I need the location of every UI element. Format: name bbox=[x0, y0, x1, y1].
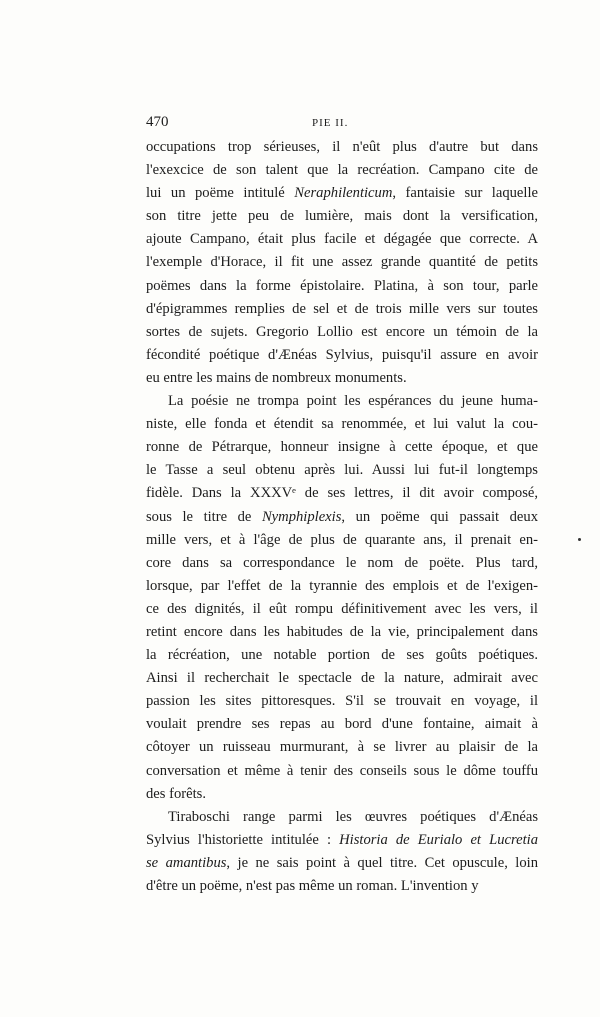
text-line: lui un poëme intitulé Neraphilenticum, fantaisie sur laquelle bbox=[146, 185, 538, 202]
text-line: La poésie ne trompa point les espérances du jeune huma- bbox=[168, 393, 538, 410]
paragraph bbox=[146, 806, 538, 898]
text-line: d'être un poëme, n'est pas même un roman. L'invention y bbox=[146, 878, 479, 894]
text-line: poëmes dans la forme épistolaire. Platina, à son tour, parle bbox=[146, 277, 538, 294]
text-line: fidèle. Dans la XXXVᵉ de ses lettres, il dit avoir composé, bbox=[146, 485, 538, 502]
text-line: fécondité poétique d'Ænéas Sylvius, puisqu'il assure en avoir bbox=[146, 346, 538, 363]
text-line: Sylvius l'historiette intitulée : Historia de Eurialo et Lucretia bbox=[146, 831, 538, 848]
text-line: eu entre les mains de nombreux monuments. bbox=[146, 369, 407, 386]
body-text bbox=[146, 136, 538, 898]
text-line: sous le titre de Nymphiplexis, un poëme qui passait deux bbox=[146, 508, 538, 525]
text-line: voulait prendre ses repas au bord d'une fontaine, aimait à bbox=[146, 716, 538, 733]
text-line: ronne de Pétrarque, honneur insigne à cette époque, et que bbox=[146, 439, 538, 456]
text-line: ce des dignités, il eût rompu définitivement avec les vers, il bbox=[146, 600, 538, 617]
text-line: côtoyer un ruisseau murmurant, à se livrer au plaisir de la bbox=[146, 739, 538, 756]
text-line: son titre jette peu de lumière, mais dont la versification, bbox=[146, 208, 538, 225]
text-line: la récréation, une notable portion de ses goûts poétiques. bbox=[146, 647, 538, 664]
margin-speck bbox=[578, 538, 581, 541]
text-line: l'exexcice de son talent que la recréation. Campano cite de bbox=[146, 162, 538, 179]
running-head: PIE II. bbox=[312, 117, 349, 129]
text-line: retint encore dans les habitudes de la vie, principalement dans bbox=[146, 623, 538, 640]
paragraph bbox=[146, 136, 538, 390]
text-line: l'exemple d'Horace, il fit une assez grande quantité de petits bbox=[146, 254, 538, 271]
text-line: sortes de sujets. Gregorio Lollio est encore un témoin de la bbox=[146, 323, 538, 340]
text-line: Ainsi il recherchait le spectacle de la nature, admirait avec bbox=[146, 670, 538, 687]
text-line: des forêts. bbox=[146, 785, 206, 802]
text-line: passion les sites pittoresques. S'il se trouvait en voyage, il bbox=[146, 693, 538, 710]
text-line: lorsque, par l'effet de la tyrannie des emplois et de l'exigen- bbox=[146, 577, 538, 594]
text-line: le Tasse a seul obtenu après lui. Aussi lui fut-il longtemps bbox=[146, 462, 538, 479]
text-line: niste, elle fonda et étendit sa renommée, et lui valut la cou- bbox=[146, 416, 538, 433]
page-header bbox=[146, 114, 538, 134]
text-line: Tiraboschi range parmi les œuvres poétiques d'Ænéas bbox=[168, 808, 538, 825]
text-line: conversation et même à tenir des conseils sous le dôme touffu bbox=[146, 762, 538, 779]
text-line: se amantibus, je ne sais point à quel titre. Cet opuscule, loin bbox=[146, 854, 538, 871]
text-line: mille vers, et à l'âge de plus de quarante ans, il prenait en- bbox=[146, 531, 538, 548]
page-number: 470 bbox=[146, 114, 169, 130]
text-line: occupations trop sérieuses, il n'eût plus d'autre but dans bbox=[146, 139, 538, 155]
text-line: core dans sa correspondance le nom de poëte. Plus tard, bbox=[146, 554, 538, 571]
text-line: d'épigrammes remplies de sel et de trois mille vers sur toutes bbox=[146, 300, 538, 317]
paragraph bbox=[146, 390, 538, 806]
text-line: ajoute Campano, était plus facile et dégagée que correcte. A bbox=[146, 231, 538, 248]
